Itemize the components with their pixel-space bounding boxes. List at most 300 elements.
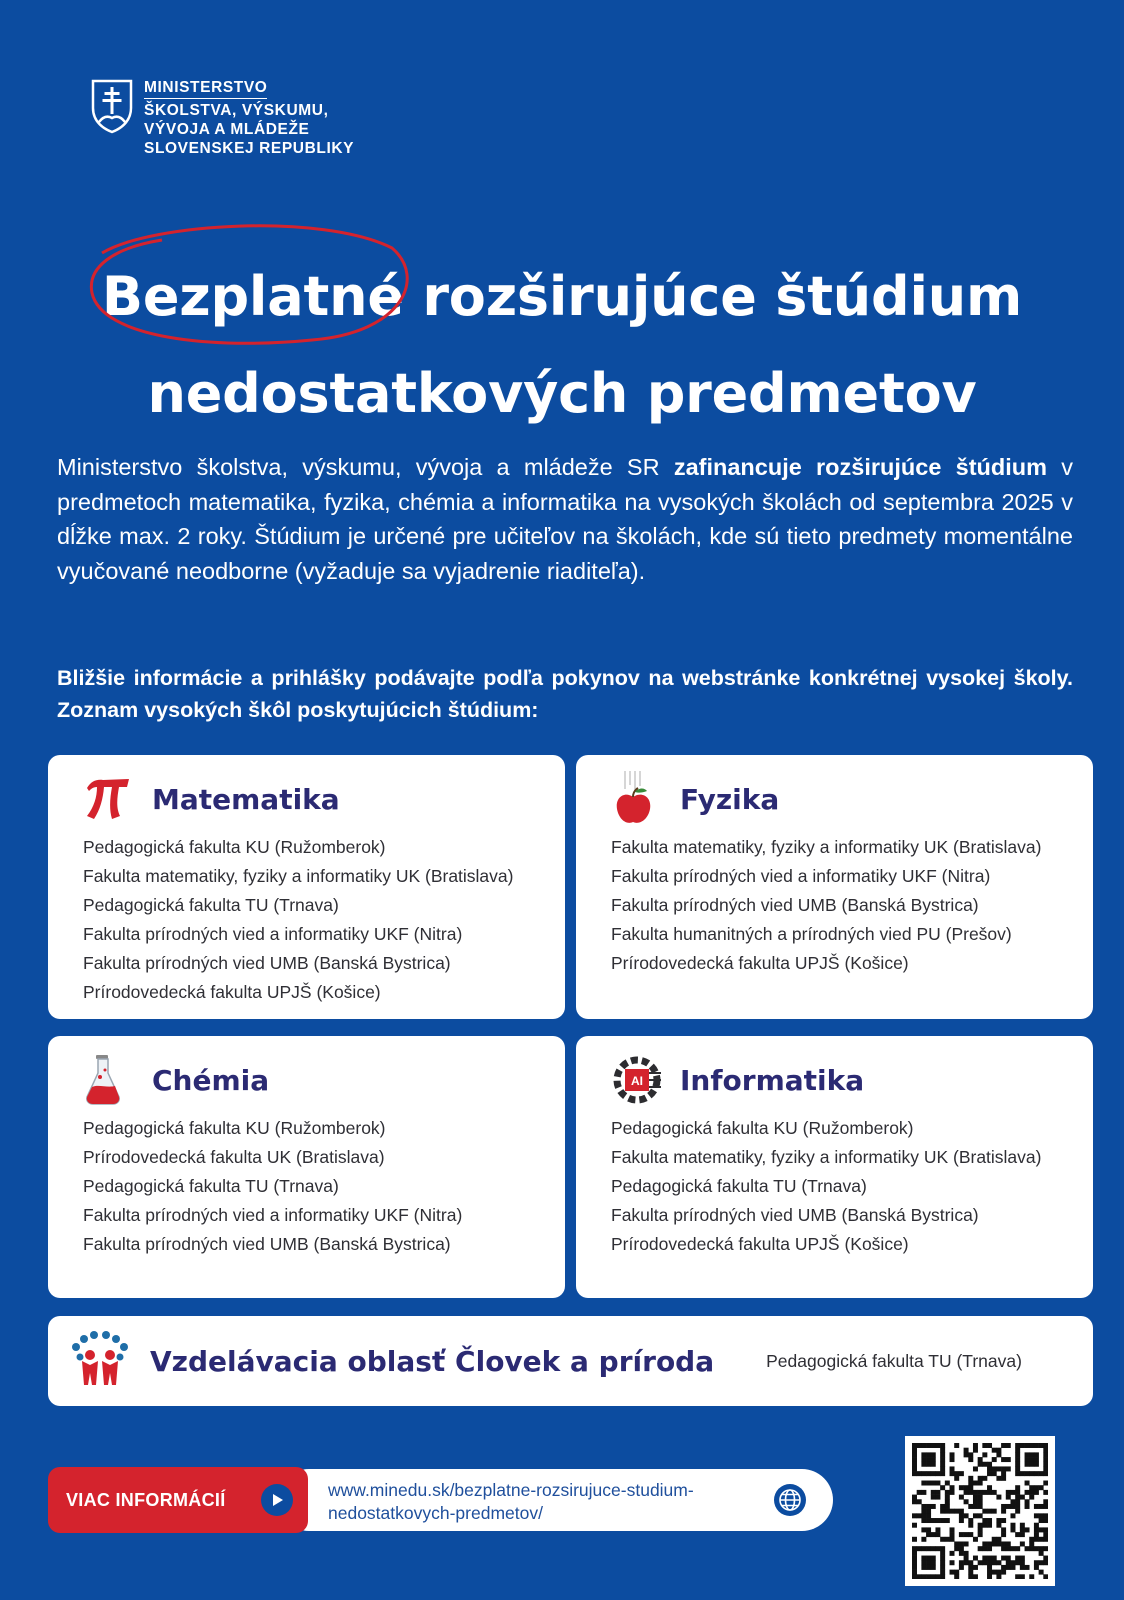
qr-module [1039, 1513, 1044, 1518]
qr-module [1006, 1490, 1011, 1495]
qr-module [954, 1443, 959, 1448]
qr-module [921, 1509, 926, 1514]
qr-module [973, 1574, 978, 1579]
qr-module [1010, 1490, 1015, 1495]
ministry-name-line1: MINISTERSTVO [144, 78, 267, 99]
qr-module [912, 1523, 917, 1528]
qr-module [921, 1537, 926, 1542]
qr-module [992, 1457, 997, 1462]
faculty-item: Fakulta prírodných vied a informatiky UKF (Nitra) [83, 924, 463, 944]
qr-module [996, 1476, 1001, 1481]
qr-module [1006, 1565, 1011, 1570]
qr-module [917, 1490, 922, 1495]
qr-module [982, 1452, 987, 1457]
faculty-item: Fakulta matematiky, fyziky a informatiky UK (Bratislava) [611, 1147, 1042, 1167]
qr-module [940, 1574, 945, 1579]
qr-module [1001, 1532, 1006, 1537]
qr-module [987, 1556, 992, 1561]
faculty-list [611, 833, 1073, 978]
faculty-item: Fakulta prírodných vied UMB (Banská Bystrica) [83, 953, 451, 973]
qr-module [982, 1556, 987, 1561]
card-title: Matematika [152, 782, 340, 816]
red-circle-highlight [72, 218, 417, 368]
qr-module [992, 1556, 997, 1561]
qr-module [1015, 1462, 1020, 1467]
qr-module [954, 1570, 959, 1575]
qr-module [1025, 1499, 1030, 1504]
qr-module [959, 1546, 964, 1551]
qr-module [1039, 1504, 1044, 1509]
qr-module [1039, 1570, 1044, 1575]
qr-module [1043, 1513, 1048, 1518]
qr-module [992, 1537, 997, 1542]
qr-module [1010, 1523, 1015, 1528]
qr-module [978, 1476, 983, 1481]
qr-module [1001, 1476, 1006, 1481]
qr-module [996, 1570, 1001, 1575]
qr-module [959, 1471, 964, 1476]
qr-module [973, 1504, 978, 1509]
card-informatika [576, 1036, 1093, 1298]
qr-module [1039, 1560, 1044, 1565]
qr-module [982, 1443, 987, 1448]
qr-module [917, 1574, 922, 1579]
qr-module [996, 1541, 1001, 1546]
qr-module [964, 1490, 969, 1495]
card-chemia [48, 1036, 565, 1298]
qr-module [973, 1490, 978, 1495]
qr-module [917, 1443, 922, 1448]
qr-module [950, 1466, 955, 1471]
qr-module [931, 1471, 936, 1476]
qr-module [1039, 1471, 1044, 1476]
qr-module [1015, 1457, 1020, 1462]
qr-module [926, 1462, 931, 1467]
qr-module [1006, 1546, 1011, 1551]
qr-module [945, 1499, 950, 1504]
qr-module [954, 1509, 959, 1514]
faculty-item: Fakulta prírodných vied a informatiky UKF (Nitra) [83, 1205, 463, 1225]
qr-module [1001, 1518, 1006, 1523]
qr-module [1006, 1541, 1011, 1546]
card-fyzika [576, 755, 1093, 1019]
qr-module [921, 1527, 926, 1532]
qr-module [996, 1448, 1001, 1453]
qr-module [964, 1532, 969, 1537]
qr-module [1034, 1513, 1039, 1518]
ai-chip-label: AI [631, 1074, 643, 1088]
faculty-item: Pedagogická fakulta TU (Trnava) [611, 1176, 867, 1196]
qr-module [1020, 1495, 1025, 1500]
qr-module [926, 1546, 931, 1551]
qr-module [1039, 1551, 1044, 1556]
qr-module [1015, 1466, 1020, 1471]
qr-module [954, 1546, 959, 1551]
faculty-item: Pedagogická fakulta KU (Ružomberok) [611, 1118, 914, 1138]
qr-module [1034, 1471, 1039, 1476]
qr-module [1020, 1523, 1025, 1528]
qr-module [931, 1556, 936, 1561]
qr-module [968, 1485, 973, 1490]
qr-module [1039, 1443, 1044, 1448]
qr-module [1043, 1546, 1048, 1551]
qr-module [1043, 1527, 1048, 1532]
qr-module [982, 1518, 987, 1523]
qr-module [968, 1490, 973, 1495]
qr-module [926, 1443, 931, 1448]
qr-module [987, 1509, 992, 1514]
qr-module [931, 1481, 936, 1486]
qr-module [954, 1471, 959, 1476]
qr-module [912, 1448, 917, 1453]
qr-module [1020, 1532, 1025, 1537]
qr-module [931, 1532, 936, 1537]
qr-module [982, 1523, 987, 1528]
qr-module [1006, 1504, 1011, 1509]
qr-module [964, 1452, 969, 1457]
ai-chip-icon [611, 1054, 673, 1106]
qr-module [950, 1452, 955, 1457]
url-link[interactable] [328, 1479, 768, 1525]
falling-apple-icon [611, 773, 673, 825]
faculty-item: Fakulta prírodných vied a informatiky UKF (Nitra) [611, 866, 991, 886]
qr-module [973, 1481, 978, 1486]
qr-module [1001, 1556, 1006, 1561]
qr-module [912, 1570, 917, 1575]
url-line1: www.minedu.sk/bezplatne-rozsirujuce-studium- [328, 1480, 694, 1500]
qr-module [926, 1556, 931, 1561]
qr-module [1034, 1523, 1039, 1528]
qr-module [921, 1556, 926, 1561]
qr-module [926, 1574, 931, 1579]
qr-module [931, 1462, 936, 1467]
info-paragraph: Bližšie informácie a prihlášky podávajte podľa pokynov na webstránke konkrétnej vysokej školy. Zoznam vysokých škôl poskytujúcich štúdium: [57, 666, 1073, 722]
qr-module [959, 1551, 964, 1556]
qr-module [921, 1574, 926, 1579]
qr-module [987, 1466, 992, 1471]
qr-module [1020, 1471, 1025, 1476]
qr-module [950, 1471, 955, 1476]
qr-module [1029, 1495, 1034, 1500]
qr-module [950, 1527, 955, 1532]
qr-module [973, 1556, 978, 1561]
qr-module [973, 1448, 978, 1453]
title-line1-rest: rozširujúce štúdium [422, 265, 1023, 328]
card-matematika [48, 755, 565, 1019]
qr-module [921, 1513, 926, 1518]
qr-module [931, 1443, 936, 1448]
qr-module [987, 1523, 992, 1528]
qr-module [950, 1457, 955, 1462]
qr-module [1001, 1509, 1006, 1514]
qr-module [931, 1495, 936, 1500]
qr-module [1039, 1546, 1044, 1551]
qr-module [950, 1532, 955, 1537]
qr-module [1029, 1546, 1034, 1551]
ministry-name-line2: ŠKOLSTVA, VÝSKUMU, [144, 102, 329, 119]
qr-module [1010, 1504, 1015, 1509]
qr-module [968, 1560, 973, 1565]
qr-module [1001, 1466, 1006, 1471]
faculty-item: Fakulta matematiky, fyziky a informatiky UK (Bratislava) [83, 866, 514, 886]
play-arrow-icon[interactable] [261, 1484, 293, 1516]
qr-module [921, 1452, 926, 1457]
qr-module [964, 1485, 969, 1490]
qr-module [950, 1537, 955, 1542]
qr-module [1029, 1490, 1034, 1495]
qr-module [1043, 1532, 1048, 1537]
qr-module [992, 1570, 997, 1575]
qr-module [912, 1443, 917, 1448]
qr-module [1043, 1471, 1048, 1476]
qr-module [926, 1560, 931, 1565]
qr-module [940, 1556, 945, 1561]
qr-module [945, 1495, 950, 1500]
qr-module [940, 1462, 945, 1467]
qr-module [968, 1452, 973, 1457]
faculty-item: Fakulta prírodných vied UMB (Banská Bystrica) [611, 1205, 979, 1225]
qr-module [945, 1537, 950, 1542]
qr-module [968, 1504, 973, 1509]
qr-module [935, 1471, 940, 1476]
pi-icon [83, 773, 145, 825]
qr-module [912, 1452, 917, 1457]
qr-module [1034, 1527, 1039, 1532]
qr-module [987, 1574, 992, 1579]
qr-module [940, 1537, 945, 1542]
qr-module [1043, 1462, 1048, 1467]
qr-module [926, 1481, 931, 1486]
qr-module [1001, 1457, 1006, 1462]
qr-module [1043, 1499, 1048, 1504]
qr-module [935, 1527, 940, 1532]
qr-module [1015, 1556, 1020, 1561]
qr-module [973, 1513, 978, 1518]
qr-module [1015, 1448, 1020, 1453]
url-line2: nedostatkovych-predmetov/ [328, 1503, 543, 1523]
qr-module [992, 1466, 997, 1471]
qr-module [959, 1513, 964, 1518]
qr-module [935, 1546, 940, 1551]
qr-module [959, 1518, 964, 1523]
qr-module [940, 1570, 945, 1575]
qr-module [959, 1541, 964, 1546]
qr-module [1010, 1527, 1015, 1532]
qr-module [968, 1570, 973, 1575]
qr-module [940, 1457, 945, 1462]
qr-module [1043, 1560, 1048, 1565]
qr-module [921, 1443, 926, 1448]
qr-module [1020, 1560, 1025, 1565]
qr-module [1010, 1546, 1015, 1551]
qr-module [1001, 1527, 1006, 1532]
qr-module [964, 1556, 969, 1561]
qr-module [1020, 1556, 1025, 1561]
qr-module [987, 1462, 992, 1467]
qr-module [1010, 1560, 1015, 1565]
qr-module [931, 1457, 936, 1462]
faculty-item: Prírodovedecká fakulta UPJŠ (Košice) [83, 982, 381, 1002]
qr-module [992, 1471, 997, 1476]
qr-module [935, 1574, 940, 1579]
qr-module [1006, 1560, 1011, 1565]
qr-module [954, 1574, 959, 1579]
qr-module [964, 1499, 969, 1504]
qr-module [982, 1490, 987, 1495]
qr-code-icon[interactable] [905, 1436, 1055, 1586]
qr-module [996, 1518, 1001, 1523]
qr-module [931, 1565, 936, 1570]
qr-module [912, 1499, 917, 1504]
qr-module [921, 1490, 926, 1495]
qr-module [926, 1527, 931, 1532]
qr-module [1029, 1541, 1034, 1546]
qr-module [1043, 1556, 1048, 1561]
qr-module [945, 1481, 950, 1486]
qr-module [1034, 1443, 1039, 1448]
qr-module [912, 1513, 917, 1518]
faculty-item: Pedagogická fakulta KU (Ružomberok) [83, 837, 386, 857]
qr-module [992, 1541, 997, 1546]
qr-module [1001, 1570, 1006, 1575]
qr-module [954, 1476, 959, 1481]
qr-module [1034, 1537, 1039, 1542]
card-title: Informatika [680, 1063, 865, 1097]
qr-module [968, 1532, 973, 1537]
qr-module [912, 1466, 917, 1471]
qr-module [912, 1462, 917, 1467]
qr-module [940, 1452, 945, 1457]
qr-module [1001, 1565, 1006, 1570]
qr-module [912, 1471, 917, 1476]
qr-module [1001, 1443, 1006, 1448]
qr-module [992, 1509, 997, 1514]
qr-module [1015, 1452, 1020, 1457]
qr-module [1006, 1495, 1011, 1500]
qr-module [954, 1541, 959, 1546]
qr-module [950, 1490, 955, 1495]
qr-module [1043, 1574, 1048, 1579]
qr-module [950, 1560, 955, 1565]
qr-module [1034, 1532, 1039, 1537]
qr-module [982, 1560, 987, 1565]
qr-module [973, 1466, 978, 1471]
qr-module [964, 1541, 969, 1546]
qr-code-pattern [912, 1443, 1048, 1579]
qr-module [931, 1518, 936, 1523]
qr-module [921, 1546, 926, 1551]
qr-module [978, 1457, 983, 1462]
circled-word: Bezplatné [102, 248, 404, 345]
globe-icon[interactable] [773, 1483, 807, 1521]
qr-module [973, 1443, 978, 1448]
qr-module [1015, 1504, 1020, 1509]
qr-module [1039, 1485, 1044, 1490]
qr-module [996, 1452, 1001, 1457]
qr-module [931, 1452, 936, 1457]
qr-module [912, 1556, 917, 1561]
qr-module [978, 1462, 983, 1467]
card-title: Fyzika [680, 782, 780, 816]
qr-module [940, 1560, 945, 1565]
qr-module [996, 1495, 1001, 1500]
qr-module [964, 1551, 969, 1556]
qr-module [1015, 1560, 1020, 1565]
qr-module [940, 1485, 945, 1490]
faculty-list [83, 1114, 545, 1259]
qr-module [1034, 1457, 1039, 1462]
qr-module [987, 1485, 992, 1490]
qr-module [1043, 1504, 1048, 1509]
faculty-list [611, 1114, 1073, 1259]
qr-module [1015, 1532, 1020, 1537]
qr-module [973, 1499, 978, 1504]
qr-module [1001, 1541, 1006, 1546]
qr-module [973, 1565, 978, 1570]
qr-module [959, 1509, 964, 1514]
qr-module [1043, 1518, 1048, 1523]
qr-module [1043, 1448, 1048, 1453]
faculty-item: Prírodovedecká fakulta UK (Bratislava) [83, 1147, 385, 1167]
qr-module [987, 1490, 992, 1495]
qr-module [945, 1518, 950, 1523]
qr-module [1006, 1443, 1011, 1448]
qr-module [987, 1565, 992, 1570]
qr-module [978, 1523, 983, 1528]
qr-module [926, 1471, 931, 1476]
qr-module [912, 1546, 917, 1551]
qr-module [926, 1513, 931, 1518]
qr-module [964, 1560, 969, 1565]
card-clovek-a-priroda [48, 1316, 1093, 1406]
qr-module [912, 1457, 917, 1462]
qr-module [926, 1532, 931, 1537]
qr-module [973, 1537, 978, 1542]
qr-module [964, 1448, 969, 1453]
qr-module [931, 1560, 936, 1565]
coat-of-arms-icon [90, 78, 134, 134]
card-title: Vzdelávacia oblasť Človek a príroda [150, 1344, 715, 1378]
qr-module [935, 1518, 940, 1523]
faculty-item: Pedagogická fakulta KU (Ružomberok) [83, 1118, 386, 1138]
card-title: Chémia [152, 1063, 270, 1097]
qr-module [1025, 1565, 1030, 1570]
qr-module [1029, 1471, 1034, 1476]
qr-module [968, 1457, 973, 1462]
flask-icon [83, 1054, 145, 1106]
ministry-name-line4: SLOVENSKEJ REPUBLIKY [144, 140, 355, 157]
qr-module [978, 1499, 983, 1504]
qr-module [978, 1504, 983, 1509]
qr-module [926, 1509, 931, 1514]
qr-module [987, 1541, 992, 1546]
qr-module [1029, 1537, 1034, 1542]
qr-module [1025, 1462, 1030, 1467]
qr-module [964, 1513, 969, 1518]
qr-module [1015, 1485, 1020, 1490]
qr-module [917, 1513, 922, 1518]
qr-module [1015, 1546, 1020, 1551]
qr-module [996, 1560, 1001, 1565]
qr-module [1006, 1457, 1011, 1462]
qr-module [917, 1546, 922, 1551]
qr-module [978, 1513, 983, 1518]
qr-module [978, 1532, 983, 1537]
qr-module [945, 1504, 950, 1509]
qr-module [968, 1518, 973, 1523]
qr-module [921, 1560, 926, 1565]
qr-module [940, 1565, 945, 1570]
